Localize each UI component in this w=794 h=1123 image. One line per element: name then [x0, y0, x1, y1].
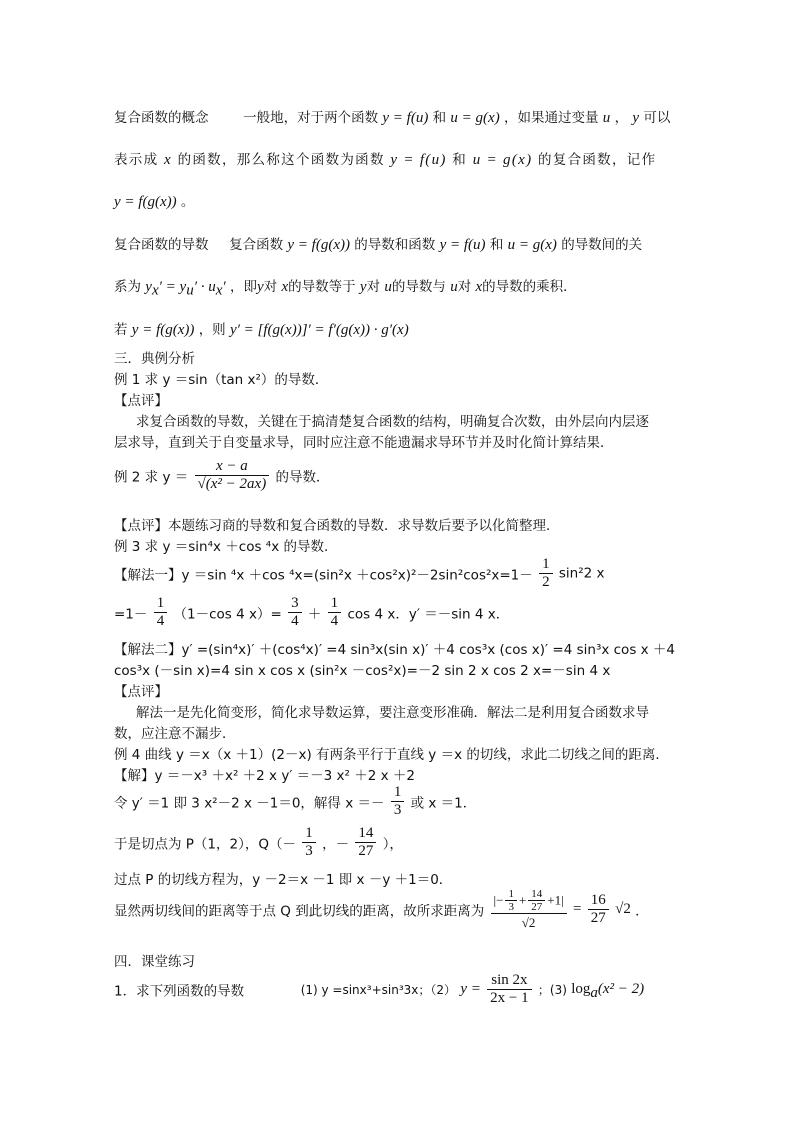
example-4-solution-2: 令 y′ ＝1 即 3 x²－2 x －1＝0，解得 x ＝－ $\frac{1}{3}$ 或 x ＝1．	[114, 784, 477, 818]
example-3-solution-2b: cos³x (－sin x)=4 sin x cos x (sin²x －cos²x)=－2 sin 2 x cos 2 x=－sin 4 x	[114, 663, 611, 679]
example-4-solution-3: 于是切点为 P（1，2），Q（－ $\frac{1}{3}$ ，－ $\frac{14}{27}$ ），	[114, 825, 403, 859]
example-3-solution-1b: =1－ $\frac{1}{4}$ （1－cos 4 x）= $\frac{3}{4}$ ＋ $\frac{1}{4}$ cos 4 x．y′ ＝－sin 4 x．	[114, 595, 510, 629]
example-1-comment-label: 【点评】	[114, 393, 168, 409]
distance-fraction: |− $\frac{1}{3}$ + $\frac{14}{27}$ +1| √2	[491, 888, 567, 931]
example-3-solution-1a: 【解法一】y ＝sin ⁴x ＋cos ⁴x=(sin²x ＋cos²x)²－2sin²cos²x=1－ $\frac{1}{2}$ sin²2 x	[114, 556, 605, 590]
example-2-question: 例 2 求 y ＝ $\frac{x - a}{\text{√(x² − 2ax)}}$ 的导数．	[114, 458, 330, 492]
derivative-heading: 复合函数的导数	[114, 237, 209, 253]
example-3-comment-2: 数，应注意不漏步．	[114, 726, 236, 742]
example-4-solution-5: 显然两切线间的距离等于点 Q 到此切线的距离，故所求距离为 |− $\frac{1}{3}$ + $\frac{14}{27}$ +1| √2 = $\frac{16}{27}$ √2 ．	[114, 888, 649, 930]
example-3-comment-1: 解法一是先化简变形，简化求导数运算，要注意变形准确．解法二是利用复合函数求导	[136, 705, 649, 721]
derivative-line-3: 若 y = f(g(x)) ，则 y′ = [f(g(x))]′ = f′(g(x)) · g′(x)	[114, 322, 409, 338]
example-1-comment-2: 层求导，直到关于自变量求导，同时应注意不能遗漏求导环节并及时化简计算结果．	[114, 435, 614, 451]
concept-line-3: y = f(g(x)) 。	[114, 194, 195, 210]
exercise-1: 1．求下列函数的导数 (1) y =sinx³+sin³3x；（2） y = $\frac{\sin 2x}{2x - 1}$ ；(3) $\log_a(x^2 - 2)$	[114, 972, 645, 1006]
concept-line-2: 表示成 x 的函数，那么称这个函数为函数 y = f(u) 和 u = g(x) 的复合函数，记作	[114, 152, 657, 168]
example-1-comment-1: 求复合函数的导数，关键在于搞清楚复合函数的结构，明确复合次数，由外层向内层逐	[136, 414, 649, 430]
section-3-heading: 三．典例分析	[114, 351, 195, 367]
example-3-question: 例 3 求 y ＝sin⁴x ＋cos ⁴x 的导数．	[114, 539, 338, 555]
example-2-fraction: $\frac{x - a}{\text{√(x² − 2ax)}}$	[195, 458, 270, 493]
derivative-line-1: 复合函数的导数 复合函数 y = f(g(x)) 的导数和函数 y = f(u) 和 u = g(x) 的导数间的关	[114, 237, 643, 253]
derivative-line-2: 系为 $y_x' = y_u' \cdot u_x'$ ，即y对 x的导数等于 y对 u的导数与 u对 x的导数的乘积．	[114, 279, 577, 299]
concept-heading: 复合函数的概念	[114, 110, 209, 126]
example-3-solution-2a: 【解法二】y′ =(sin⁴x)′ ＋(cos⁴x)′ =4 sin³x(sin x)′ ＋4 cos³x (cos x)′ =4 sin³x cos x ＋4	[114, 642, 676, 658]
concept-line-1: 复合函数的概念 一般地，对于两个函数 y = f(u) 和 u = g(x) ，如果通过变量 u ， y 可以	[114, 110, 671, 126]
example-4-solution-1: 【解】y ＝－x³ ＋x² ＋2 x y′ ＝－3 x² ＋2 x ＋2	[114, 768, 415, 784]
example-2-comment: 【点评】本题练习商的导数和复合函数的导数．求导数后要予以化简整理．	[114, 518, 560, 534]
section-4-heading: 四．课堂练习	[114, 954, 195, 970]
example-4-solution-4: 过点 P 的切线方程为，y －2＝x －1 即 x －y ＋1＝0．	[114, 872, 453, 888]
example-1-question: 例 1 求 y ＝sin（tan x²）的导数．	[114, 372, 329, 388]
example-4-question: 例 4 曲线 y ＝x（x ＋1）(2－x) 有两条平行于直线 y ＝x 的切线，求此二切线之间的距离．	[114, 747, 669, 763]
example-3-comment-label: 【点评】	[114, 684, 168, 700]
